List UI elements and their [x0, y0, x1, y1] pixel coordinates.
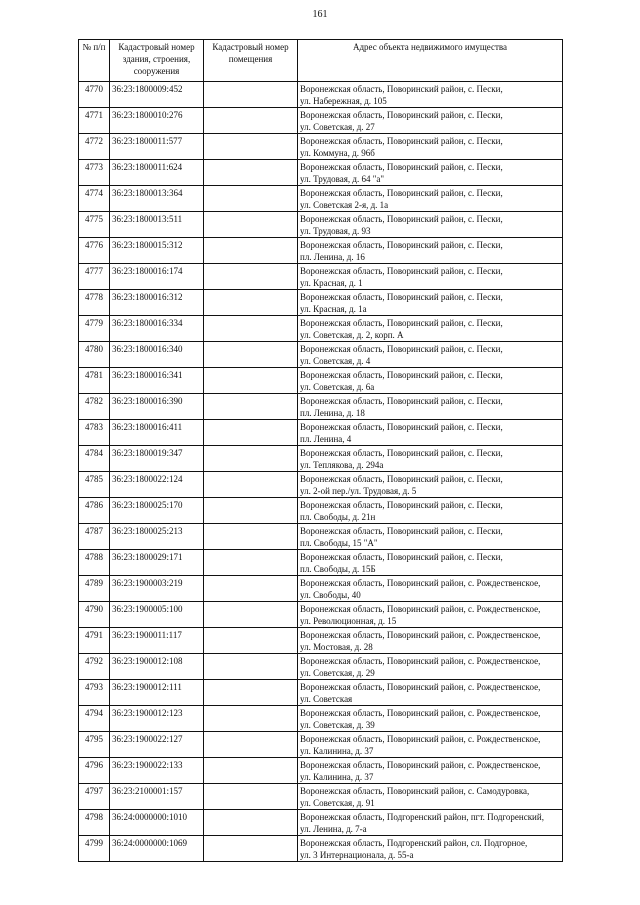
- table-row: [79, 238, 563, 264]
- premises-cadastral-number: [204, 134, 298, 160]
- address-line-1: Воронежская область, Поворинский район, с. Пески,: [300, 370, 503, 380]
- premises-cadastral-number: [204, 732, 298, 758]
- property-address: [298, 108, 563, 134]
- property-address: [298, 836, 563, 862]
- building-cadastral-number: 36:23:1800016:390: [110, 394, 204, 420]
- address-line-2: пл. Ленина, д. 16: [300, 252, 365, 262]
- address-line-2: ул. Мостовая, д. 28: [300, 642, 373, 652]
- address-line-1: Воронежская область, Подгоренский район, сл. Подгорное,: [300, 838, 528, 848]
- property-address: [298, 394, 563, 420]
- property-address: [298, 472, 563, 498]
- row-number: 4798: [79, 810, 110, 836]
- address-line-1: Воронежская область, Поворинский район, с. Пески,: [300, 344, 503, 354]
- premises-cadastral-number: [204, 108, 298, 134]
- address-line-1: Воронежская область, Поворинский район, с. Пески,: [300, 188, 503, 198]
- row-number: 4778: [79, 290, 110, 316]
- building-cadastral-number: 36:23:1900012:111: [110, 680, 204, 706]
- header-building-cadastral: Кадастровый номер здания, строения, сооружения: [110, 40, 204, 82]
- premises-cadastral-number: [204, 706, 298, 732]
- row-number: 4776: [79, 238, 110, 264]
- row-number: 4784: [79, 446, 110, 472]
- building-cadastral-number: 36:23:1800010:276: [110, 108, 204, 134]
- address-line-2: пл. Свободы, 15 "А": [300, 538, 378, 548]
- building-cadastral-number: 36:23:1900011:117: [110, 628, 204, 654]
- address-line-1: Воронежская область, Поворинский район, с. Рождественское,: [300, 760, 541, 770]
- address-line-1: Воронежская область, Поворинский район, с. Рождественское,: [300, 734, 541, 744]
- address-line-2: ул. Коммуна, д. 96б: [300, 148, 375, 158]
- table-row: [79, 602, 563, 628]
- address-line-2: ул. Советская, д. 27: [300, 122, 375, 132]
- premises-cadastral-number: [204, 602, 298, 628]
- premises-cadastral-number: [204, 160, 298, 186]
- property-register-table: [78, 39, 563, 862]
- property-address: [298, 316, 563, 342]
- table-row: [79, 758, 563, 784]
- property-address: [298, 238, 563, 264]
- address-line-1: Воронежская область, Поворинский район, с. Пески,: [300, 266, 503, 276]
- row-number: 4785: [79, 472, 110, 498]
- building-cadastral-number: 36:23:1800019:347: [110, 446, 204, 472]
- address-line-2: пл. Свободы, д. 21н: [300, 512, 376, 522]
- address-line-1: Воронежская область, Поворинский район, с. Рождественское,: [300, 656, 541, 666]
- address-line-2: ул. Красная, д. 1: [300, 278, 363, 288]
- property-address: [298, 264, 563, 290]
- premises-cadastral-number: [204, 186, 298, 212]
- table-row: [79, 706, 563, 732]
- address-line-2: ул. 3 Интернационала, д. 55-а: [300, 850, 414, 860]
- address-line-2: ул. Красная, д. 1а: [300, 304, 367, 314]
- row-number: 4770: [79, 82, 110, 108]
- building-cadastral-number: 36:23:1800016:174: [110, 264, 204, 290]
- address-line-2: ул. 2-ой пер./ул. Трудовая, д. 5: [300, 486, 417, 496]
- table-row: [79, 420, 563, 446]
- premises-cadastral-number: [204, 264, 298, 290]
- address-line-1: Воронежская область, Поворинский район, с. Рождественское,: [300, 708, 541, 718]
- row-number: 4790: [79, 602, 110, 628]
- building-cadastral-number: 36:23:1900022:127: [110, 732, 204, 758]
- address-line-1: Воронежская область, Поворинский район, с. Пески,: [300, 526, 503, 536]
- address-line-2: пл. Ленина, д. 18: [300, 408, 365, 418]
- property-address: [298, 420, 563, 446]
- building-cadastral-number: 36:23:1900003:219: [110, 576, 204, 602]
- property-address: [298, 82, 563, 108]
- row-number: 4773: [79, 160, 110, 186]
- property-address: [298, 446, 563, 472]
- premises-cadastral-number: [204, 628, 298, 654]
- header-premises-cadastral: Кадастровый номер помещения: [204, 40, 298, 82]
- address-line-2: ул. Советская, д. 6а: [300, 382, 375, 392]
- table-row: [79, 394, 563, 420]
- premises-cadastral-number: [204, 758, 298, 784]
- property-address: [298, 810, 563, 836]
- address-line-2: ул. Трудовая, д. 64 "а": [300, 174, 385, 184]
- address-line-1: Воронежская область, Поворинский район, с. Рождественское,: [300, 604, 541, 614]
- row-number: 4792: [79, 654, 110, 680]
- address-line-2: ул. Советская, д. 29: [300, 668, 375, 678]
- address-line-1: Воронежская область, Поворинский район, с. Рождественское,: [300, 578, 541, 588]
- table-row: [79, 446, 563, 472]
- building-cadastral-number: 36:23:1800025:213: [110, 524, 204, 550]
- building-cadastral-number: 36:23:1800015:312: [110, 238, 204, 264]
- row-number: 4788: [79, 550, 110, 576]
- address-line-2: ул. Советская: [300, 694, 353, 704]
- property-address: [298, 784, 563, 810]
- row-number: 4791: [79, 628, 110, 654]
- premises-cadastral-number: [204, 212, 298, 238]
- row-number: 4793: [79, 680, 110, 706]
- row-number: 4787: [79, 524, 110, 550]
- row-number: 4772: [79, 134, 110, 160]
- premises-cadastral-number: [204, 472, 298, 498]
- address-line-2: ул. Свободы, 40: [300, 590, 361, 600]
- premises-cadastral-number: [204, 394, 298, 420]
- building-cadastral-number: 36:23:1800009:452: [110, 82, 204, 108]
- address-line-1: Воронежская область, Поворинский район, с. Рождественское,: [300, 682, 541, 692]
- address-line-1: Воронежская область, Поворинский район, с. Пески,: [300, 240, 503, 250]
- building-cadastral-number: 36:23:1900012:108: [110, 654, 204, 680]
- address-line-2: пл. Свободы, д. 15Б: [300, 564, 376, 574]
- building-cadastral-number: 36:23:1800016:341: [110, 368, 204, 394]
- table-row: [79, 550, 563, 576]
- table-row: [79, 524, 563, 550]
- address-line-1: Воронежская область, Поворинский район, с. Рождественское,: [300, 630, 541, 640]
- building-cadastral-number: 36:23:1900022:133: [110, 758, 204, 784]
- building-cadastral-number: 36:23:1800016:340: [110, 342, 204, 368]
- row-number: 4783: [79, 420, 110, 446]
- property-address: [298, 732, 563, 758]
- table-row: [79, 628, 563, 654]
- table-row: [79, 186, 563, 212]
- table-row: [79, 212, 563, 238]
- premises-cadastral-number: [204, 368, 298, 394]
- address-line-2: ул. Трудовая, д. 93: [300, 226, 371, 236]
- row-number: 4796: [79, 758, 110, 784]
- address-line-1: Воронежская область, Поворинский район, с. Пески,: [300, 292, 503, 302]
- row-number: 4779: [79, 316, 110, 342]
- table-row: [79, 368, 563, 394]
- address-line-2: ул. Ленина, д. 7-а: [300, 824, 367, 834]
- address-line-2: ул. Советская, д. 91: [300, 798, 375, 808]
- header-num: № п/п: [79, 40, 110, 82]
- premises-cadastral-number: [204, 446, 298, 472]
- address-line-1: Воронежская область, Поворинский район, с. Пески,: [300, 448, 503, 458]
- building-cadastral-number: 36:23:1800016:312: [110, 290, 204, 316]
- table-header: [79, 40, 563, 82]
- row-number: 4781: [79, 368, 110, 394]
- row-number: 4799: [79, 836, 110, 862]
- premises-cadastral-number: [204, 498, 298, 524]
- address-line-2: ул. Калинина, д. 37: [300, 772, 374, 782]
- address-line-1: Воронежская область, Поворинский район, с. Пески,: [300, 162, 503, 172]
- table-row: [79, 160, 563, 186]
- address-line-1: Воронежская область, Поворинский район, с. Пески,: [300, 214, 503, 224]
- address-line-2: ул. Советская, д. 2, корп. А: [300, 330, 404, 340]
- premises-cadastral-number: [204, 810, 298, 836]
- property-address: [298, 498, 563, 524]
- property-address: [298, 576, 563, 602]
- address-line-2: ул. Теплякова, д. 294а: [300, 460, 384, 470]
- row-number: 4774: [79, 186, 110, 212]
- building-cadastral-number: 36:23:1800013:364: [110, 186, 204, 212]
- address-line-2: ул. Советская 2-я, д. 1а: [300, 200, 389, 210]
- table-row: [79, 82, 563, 108]
- address-line-1: Воронежская область, Поворинский район, с. Пески,: [300, 110, 503, 120]
- address-line-2: ул. Советская, д. 4: [300, 356, 371, 366]
- table-row: [79, 810, 563, 836]
- premises-cadastral-number: [204, 290, 298, 316]
- premises-cadastral-number: [204, 784, 298, 810]
- premises-cadastral-number: [204, 550, 298, 576]
- address-line-2: ул. Набережная, д. 105: [300, 96, 387, 106]
- building-cadastral-number: 36:23:1800011:577: [110, 134, 204, 160]
- address-line-1: Воронежская область, Поворинский район, с. Пески,: [300, 422, 503, 432]
- page-number: 161: [312, 9, 328, 20]
- building-cadastral-number: 36:23:1800011:624: [110, 160, 204, 186]
- property-address: [298, 654, 563, 680]
- row-number: 4775: [79, 212, 110, 238]
- address-line-1: Воронежская область, Поворинский район, с. Пески,: [300, 318, 503, 328]
- property-address: [298, 368, 563, 394]
- table-row: [79, 316, 563, 342]
- row-number: 4794: [79, 706, 110, 732]
- premises-cadastral-number: [204, 524, 298, 550]
- premises-cadastral-number: [204, 654, 298, 680]
- table-row: [79, 654, 563, 680]
- table-row: [79, 836, 563, 862]
- property-address: [298, 550, 563, 576]
- table-row: [79, 108, 563, 134]
- building-cadastral-number: 36:24:0000000:1010: [110, 810, 204, 836]
- address-line-2: ул. Советская, д. 39: [300, 720, 375, 730]
- table-row: [79, 342, 563, 368]
- address-line-1: Воронежская область, Поворинский район, с. Пески,: [300, 84, 503, 94]
- address-line-1: Воронежская область, Поворинский район, с. Пески,: [300, 500, 503, 510]
- building-cadastral-number: 36:24:0000000:1069: [110, 836, 204, 862]
- building-cadastral-number: 36:23:1800016:411: [110, 420, 204, 446]
- row-number: 4795: [79, 732, 110, 758]
- row-number: 4780: [79, 342, 110, 368]
- table-row: [79, 264, 563, 290]
- row-number: 4786: [79, 498, 110, 524]
- table-body: [79, 82, 563, 862]
- building-cadastral-number: 36:23:1800022:124: [110, 472, 204, 498]
- premises-cadastral-number: [204, 238, 298, 264]
- address-line-2: ул. Калинина, д. 37: [300, 746, 374, 756]
- property-address: [298, 602, 563, 628]
- table-row: [79, 576, 563, 602]
- property-address: [298, 342, 563, 368]
- table-row: [79, 680, 563, 706]
- row-number: 4771: [79, 108, 110, 134]
- premises-cadastral-number: [204, 420, 298, 446]
- building-cadastral-number: 36:23:1800025:170: [110, 498, 204, 524]
- building-cadastral-number: 36:23:1800029:171: [110, 550, 204, 576]
- row-number: 4782: [79, 394, 110, 420]
- address-line-1: Воронежская область, Поворинский район, с. Пески,: [300, 474, 503, 484]
- row-number: 4797: [79, 784, 110, 810]
- premises-cadastral-number: [204, 82, 298, 108]
- row-number: 4777: [79, 264, 110, 290]
- premises-cadastral-number: [204, 836, 298, 862]
- address-line-1: Воронежская область, Подгоренский район, пгт. Подгоренский,: [300, 812, 544, 822]
- property-address: [298, 758, 563, 784]
- property-address: [298, 290, 563, 316]
- address-line-2: пл. Ленина, 4: [300, 434, 352, 444]
- building-cadastral-number: 36:23:2100001:157: [110, 784, 204, 810]
- property-address: [298, 706, 563, 732]
- premises-cadastral-number: [204, 680, 298, 706]
- row-number: 4789: [79, 576, 110, 602]
- building-cadastral-number: 36:23:1800016:334: [110, 316, 204, 342]
- table-row: [79, 290, 563, 316]
- property-address: [298, 212, 563, 238]
- property-address: [298, 186, 563, 212]
- premises-cadastral-number: [204, 316, 298, 342]
- building-cadastral-number: 36:23:1900012:123: [110, 706, 204, 732]
- property-address: [298, 628, 563, 654]
- property-address: [298, 524, 563, 550]
- address-line-1: Воронежская область, Поворинский район, с. Пески,: [300, 396, 503, 406]
- header-address: Адрес объекта недвижимого имущества: [298, 40, 563, 82]
- property-address: [298, 680, 563, 706]
- building-cadastral-number: 36:23:1800013:511: [110, 212, 204, 238]
- address-line-2: ул. Революционная, д. 15: [300, 616, 397, 626]
- address-line-1: Воронежская область, Поворинский район, с. Пески,: [300, 136, 503, 146]
- table-row: [79, 732, 563, 758]
- table-row: [79, 784, 563, 810]
- table-row: [79, 134, 563, 160]
- address-line-1: Воронежская область, Поворинский район, с. Пески,: [300, 552, 503, 562]
- table-row: [79, 498, 563, 524]
- property-address: [298, 134, 563, 160]
- building-cadastral-number: 36:23:1900005:100: [110, 602, 204, 628]
- property-address: [298, 160, 563, 186]
- table-row: [79, 472, 563, 498]
- address-line-1: Воронежская область, Поворинский район, с. Самодуровка,: [300, 786, 530, 796]
- premises-cadastral-number: [204, 342, 298, 368]
- premises-cadastral-number: [204, 576, 298, 602]
